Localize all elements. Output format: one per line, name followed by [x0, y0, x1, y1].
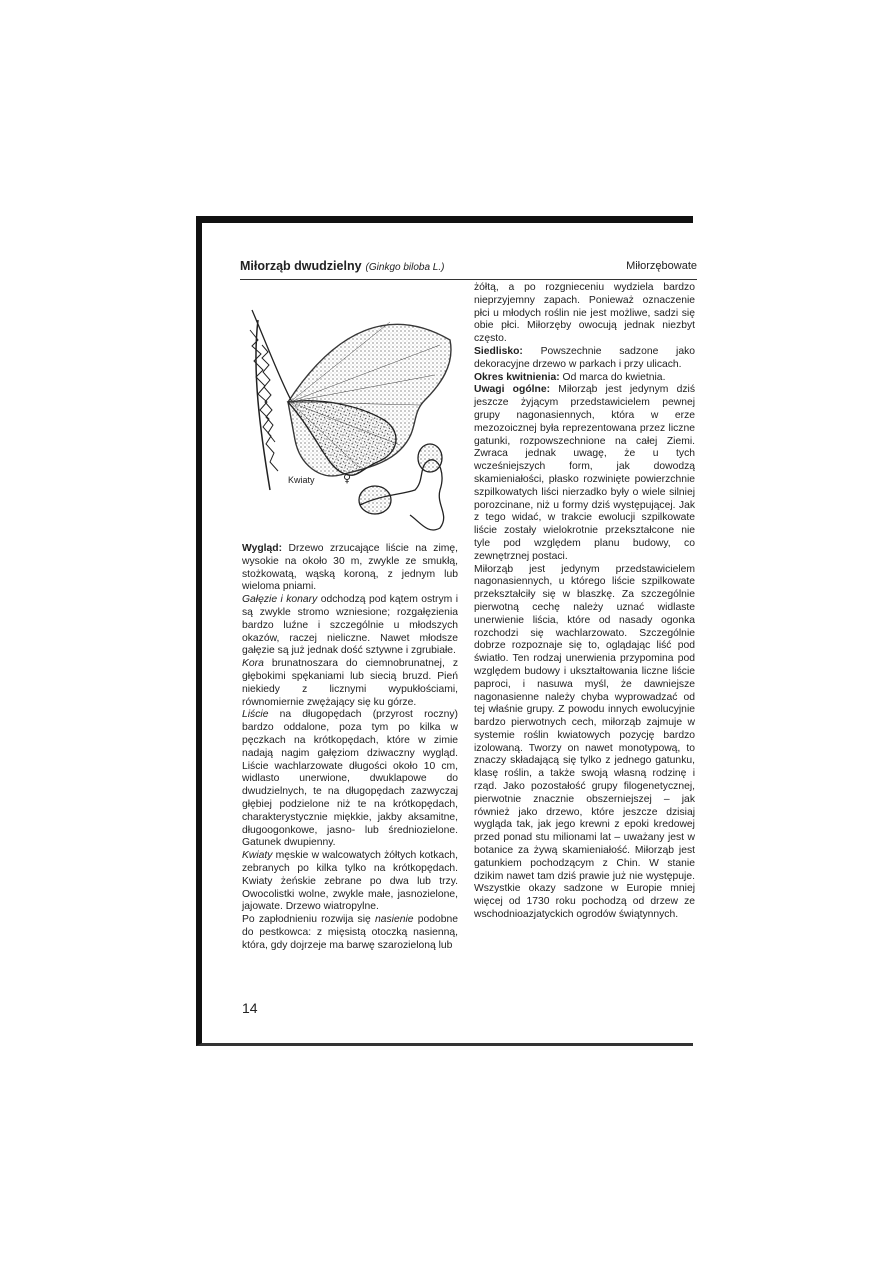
- branches-term: Gałęzie i konary: [242, 594, 318, 606]
- ginkgo-illustration: [240, 290, 462, 535]
- family-name: Miłorzębowate: [626, 260, 697, 272]
- seed-paragraph: [242, 914, 458, 952]
- right-text-column: [474, 282, 695, 922]
- branches-text: odchodzą pod kątem ostrym i są zwykle stromo wzniesione; rozgałęzienia bardzo luźne i szczególnie u młodszych okazów, raczej nieliczne. Nawet młodsze gałęzie są już jednak dość sztywne i zgrubiałe.: [242, 594, 458, 657]
- habitat-label: Siedlisko:: [474, 345, 523, 357]
- flowers-paragraph: [242, 850, 458, 914]
- notes-paragraph: [474, 384, 695, 563]
- page-header: [240, 259, 697, 279]
- flowers-term: Kwiaty: [242, 850, 273, 862]
- flowers-label: Kwiaty: [288, 475, 315, 485]
- bark-text: brunatnoszara do ciemnobrunatnej, z głębokimi spękaniami lub siecią bruzd. Pień niekiedy z licznymi wypukłościami, równomiernie zwężający się ku górze.: [242, 658, 458, 708]
- flowering-text: Od marca do kwietnia.: [559, 371, 666, 383]
- notes-label: Uwagi ogólne:: [474, 384, 551, 396]
- branches-paragraph: [242, 594, 458, 658]
- page-number: 14: [242, 1000, 258, 1016]
- species-name: Miłorząb dwudzielny: [240, 259, 362, 273]
- female-symbol: ♀: [343, 472, 352, 485]
- habitat-paragraph: [474, 346, 695, 372]
- header-rule: [240, 279, 697, 280]
- left-text-column: [242, 543, 458, 953]
- latin-name: (Ginkgo biloba L.): [365, 262, 445, 273]
- appearance-text: Drzewo zrzucające liście na zimę, wysokie na około 30 m, zwykle ze smukłą, stożkowatą, wąską koroną, z jednym lub wieloma pniami.: [242, 543, 458, 593]
- leaf-stalk: [252, 310, 292, 402]
- flowering-label: Okres kwitnienia:: [474, 371, 560, 383]
- seed-text: podobne do pestkowca: z mięsistą otoczką nasienną, która, gdy dojrzeje ma barwę szarozieloną lub: [242, 914, 458, 951]
- leaves-paragraph: [242, 709, 458, 850]
- habitat-text: Powszechnie sadzone jako dekoracyjne drzewo w parkach i przy ulicach.: [474, 345, 695, 370]
- continuation-paragraph: żółtą, a po rozgnieceniu wydziela bardzo nieprzyjemny zapach. Ponieważ oznaczenie płci u młodych roślin nie jest możliwe, sadzi się obie płci. Miłorzęby owocują jednak niezbyt często.: [474, 282, 695, 345]
- evolution-paragraph: Miłorząb jest jedynym przedstawicielem nagonasiennych, u którego liście szpilkowate przekształciły się w blaszkę. Za szczególnie pierwotną cechę należy uznać widlaste unerwienie liścia, które od nasady ogonka rozchodzi się wachlarzowato. Szczególnie dobrze rozpoznaje się to, oglądając liść pod światło. Ten rodzaj unerwienia przypomina pod względem budowy i ukształtowania liczne liście paproci, i nasuwa myśl, że dawniejsze nagonasienne należy chyba wyprowadzać od tej właśnie grupy. Z powodu innych ewolucyjnie bardzo pierwotnych cech, miłorząb zajmuje w systemie roślin kwiatowych pozycję bardzo izolowaną. Tworzy on nawet monotypową, to znaczy składającą się tylko z jednego gatunku, klasę roślin, a także swoją własną rodzinę i rząd. Jako pozostałość grupy filogenetycznej, pierwotnie znacznie obszerniejszej – jak również jako drzewo, które jeszcze dzisiaj wygląda tak, jak jego krewni z epoki kredowej przed ponad stu milionami lat – uważany jest w botanice za żywą skamieniałość. Miłorząb jest gatunkiem pochodzącym z Chin. W stanie dzikim nawet tam dziś prawie już nie występuje. Wszystkie okazy sadzone w Europie mniej więcej od 1730 roku pochodzą od drzew ze wschodnioazjatyckich ogrodów świątynnych.: [474, 563, 695, 921]
- appearance-paragraph: [242, 543, 458, 594]
- bark-paragraph: [242, 658, 458, 709]
- bark-term: Kora: [242, 658, 264, 670]
- flowering-paragraph: [474, 372, 695, 385]
- species-title: [240, 259, 444, 273]
- male-catkin-branch: [250, 320, 278, 490]
- flowers-text: męskie w walcowatych żółtych kotkach, zebranych po kilka tylko na krótkopędach. Kwiaty żeńskie zebrane po dwa lub trzy. Owocolistki wolne, zwykle małe, jasnozielone, jajowate. Drzewo wiatropylne.: [242, 850, 458, 913]
- appearance-label: Wygląd:: [242, 543, 283, 554]
- notes-text: Miłorząb jest jedynym dziś jeszcze żyjącym przedstawicielem pewnej grupy nagonasiennych, która w erze mezozoicznej była reprezentowana przez liczne gatunki, rozpowszechnione na całej Ziemi. Zwraca jednak uwagę, że u tych wcześniejszych form, jak dowodzą skamieniałości, płasko rozwinięte powierzchnie szpilkowatych liści nierzadko były o wiele silniej porozcinane, niż u formy dziś występującej. Jak z tego widać, w trakcie ewolucji szpilkowate liście zostały wielokrotnie przekształcone nie tyle pod względem planu budowy, co zewnętrznej postaci.: [474, 384, 695, 562]
- seed-intro: Po zapłodnieniu rozwija się: [242, 914, 375, 926]
- seed-term: nasienie: [374, 914, 414, 926]
- leaves-text: na długopędach (przyrost roczny) bardzo oddalone, poza tym po kilka w pęczkach na krótkopędach, które w zimie nadają nagim gałęziom dziwaczny wygląd. Liście wachlarzowate długości około 10 cm, widlasto unerwione, dwuklapowe do dwudzielnych, te na długopędach zazwyczaj głębiej podzielone niż te na krótkopędach, charakterystycznie miękkie, jakby aksamitne, długoogonkowe, jasno- lub średniozielone. Gatunek dwupienny.: [242, 709, 458, 849]
- leaves-term: Liście: [242, 709, 269, 721]
